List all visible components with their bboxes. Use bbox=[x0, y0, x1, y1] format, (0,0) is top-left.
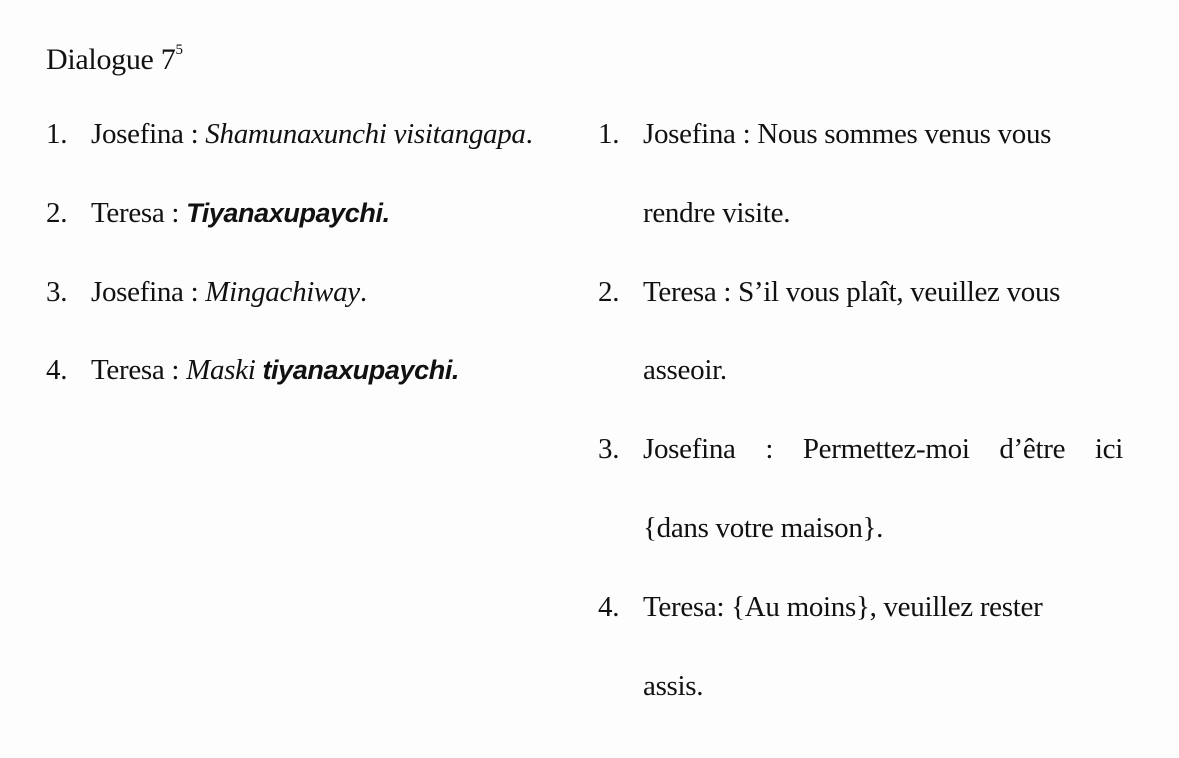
french-line-1-text: Josefina : Nous sommes venus vous bbox=[643, 118, 1052, 150]
french-line-1-continuation: rendre visite. bbox=[643, 197, 791, 229]
word: Permettez-moi bbox=[802, 433, 970, 465]
speaker-name: Josefina : bbox=[91, 118, 206, 150]
french-line-2-number: 2. bbox=[598, 276, 620, 308]
line-number: 4. bbox=[46, 354, 68, 386]
word: : bbox=[765, 433, 774, 465]
french-line-3-text bbox=[643, 429, 1123, 469]
quechua-utterance: Mingachiway bbox=[205, 276, 360, 308]
french-line-4-text: Teresa: {Au moins}, veuillez rester bbox=[643, 591, 1043, 623]
quechua-utterance-emphasis: tiyanaxupaychi. bbox=[262, 355, 460, 385]
footnote-marker: 5 bbox=[175, 42, 183, 58]
french-line-2-text: Teresa : S’il vous plaît, veuillez vous bbox=[643, 276, 1061, 308]
line-number: 1. bbox=[46, 118, 68, 150]
line-text bbox=[91, 350, 459, 390]
word: Josefina bbox=[643, 433, 736, 465]
line-number: 3. bbox=[46, 276, 68, 308]
quechua-utterance-emphasis: Tiyanaxupaychi. bbox=[186, 198, 390, 228]
french-line-4-number: 4. bbox=[598, 591, 620, 623]
speaker-name: Teresa : bbox=[91, 197, 187, 229]
word: ici bbox=[1094, 433, 1123, 465]
french-line-1-number: 1. bbox=[598, 118, 620, 150]
dialogue-title: Dialogue 7 bbox=[46, 43, 176, 76]
french-line-2-continuation: asseoir. bbox=[643, 354, 727, 386]
quechua-utterance: Shamunaxunchi visitangapa bbox=[205, 118, 526, 150]
quechua-utterance: Maski bbox=[186, 354, 263, 386]
line-text bbox=[91, 193, 390, 233]
french-line-3-number: 3. bbox=[598, 433, 620, 465]
french-line-4-continuation: assis. bbox=[643, 670, 704, 702]
punctuation: . bbox=[359, 276, 367, 308]
line-number: 2. bbox=[46, 197, 68, 229]
word: d’être bbox=[999, 433, 1066, 465]
line-text bbox=[91, 272, 367, 312]
speaker-name: Teresa : bbox=[91, 354, 187, 386]
speaker-name: Josefina : bbox=[91, 276, 206, 308]
french-line-3-continuation: {dans votre maison}. bbox=[643, 512, 884, 544]
punctuation: . bbox=[525, 118, 533, 150]
line-text bbox=[91, 114, 533, 154]
dialogue-heading bbox=[46, 34, 183, 80]
